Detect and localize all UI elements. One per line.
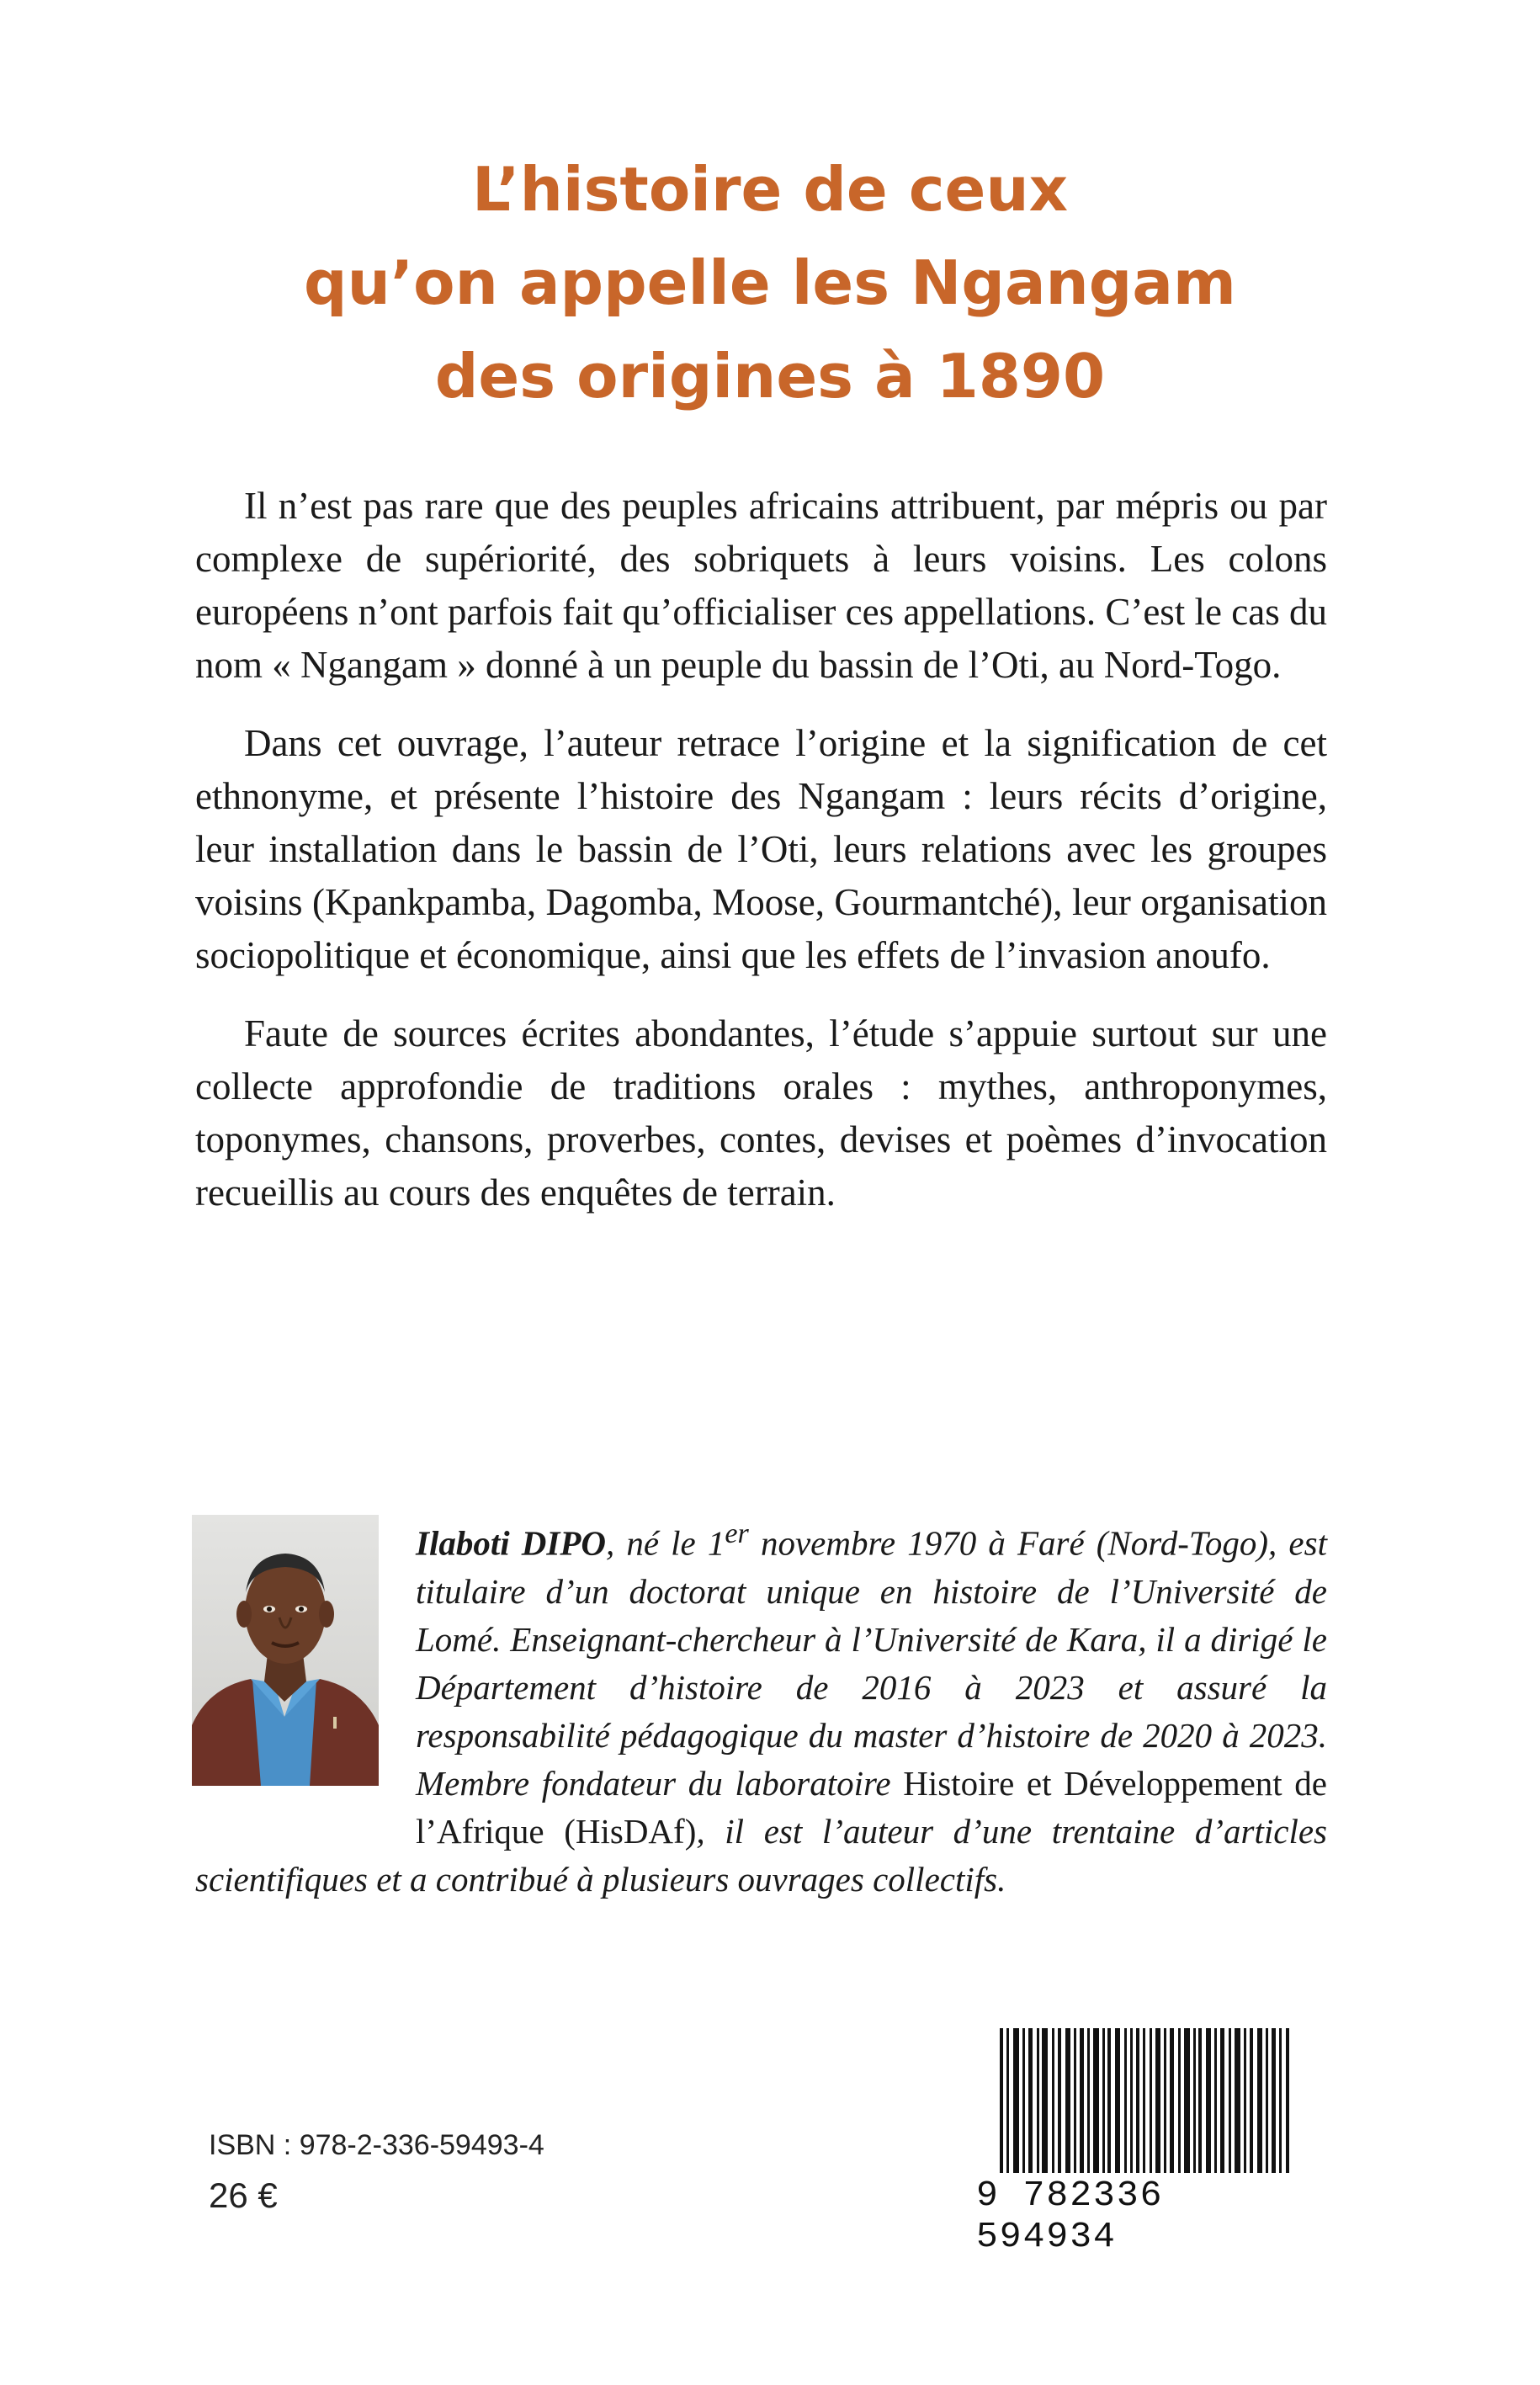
blurb-paragraph-1: Il n’est pas rare que des peuples africains attribuent, par mépris ou par complexe de supériorité, des sobriquets à leurs voisins. Les colons européens n’ont parfois fait qu’officialiser ces appellations. C’est le cas du nom « Ngangam » donné à un peuple du bassin de l’Oti, au Nord-Togo. <box>195 485 1327 686</box>
bio-lab-name: Histoire et Développement de l’Afrique (HisDAf) <box>416 1763 1327 1851</box>
title-line-2: qu’on appelle les Ngangam <box>304 247 1236 318</box>
author-name: Ilaboti DIPO <box>416 1523 606 1563</box>
bio-text-2: novembre 1970 à Faré (Nord-Togo), est titulaire d’un doctorat unique en histoire de l’Université de Lomé. Enseignant-chercheur à l’Université de Kara, il a dirigé le Département d’histoire de 2016 à 2023 et assuré la responsabilité pédagogique du master d’histoire de 2020 à 2023. Membre fondateur du laboratoire <box>416 1523 1327 1803</box>
price-text: 26 € <box>209 2175 278 2215</box>
title-line-1: L’histoire de ceux <box>471 154 1069 225</box>
author-biography <box>195 1510 1327 1904</box>
bio-text-3: , il est l’auteur d’une trentaine d’articles scientifiques et a contribué à plusieurs ouvrages collectifs. <box>195 1811 1328 1899</box>
book-blurb <box>195 480 1327 1245</box>
bio-text-1: , né le 1 <box>605 1523 725 1563</box>
blurb-paragraph-2: Dans cet ouvrage, l’auteur retrace l’origine et la signification de cet ethnonyme, et présente l’histoire des Ngangam : leurs récits d’origine, leur installation dans le bassin de l’Oti, leurs relations avec les groupes voisins (Kpankpamba, Dagomba, Moose, Gourmantché), leur organisation sociopolitique et économique, ainsi que les effets de l’invasion anoufo. <box>195 722 1327 976</box>
blurb-paragraph-3: Faute de sources écrites abondantes, l’étude s’appuie surtout sur une collecte approfondie de traditions orales : mythes, anthroponymes, toponymes, chansons, proverbes, contes, devises et poèmes d’invocation recueillis au cours des enquêtes de terrain. <box>195 1012 1327 1214</box>
bio-superscript: er <box>725 1518 749 1549</box>
isbn-text: ISBN : 978-2-336-59493-4 <box>209 2129 544 2161</box>
photo-spacer <box>195 1510 416 1846</box>
title-line-3: des origines à 1890 <box>434 341 1106 412</box>
book-title <box>0 143 1540 423</box>
barcode-digits: 9 782336 594934 <box>976 2173 1321 2257</box>
